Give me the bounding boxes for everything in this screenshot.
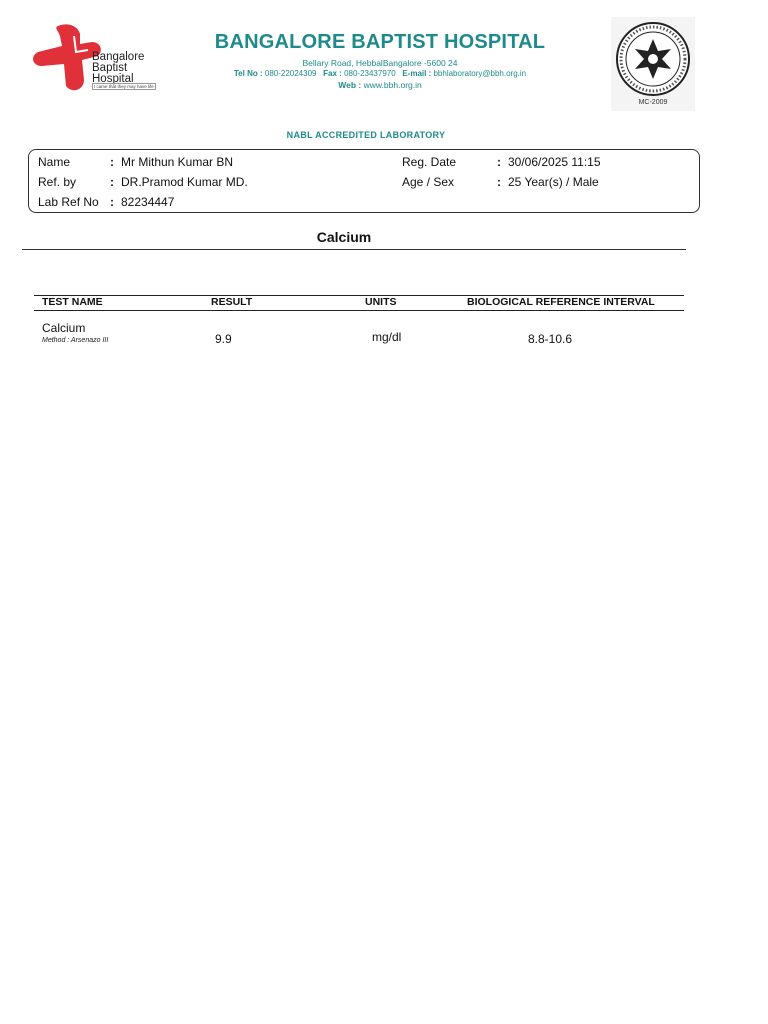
- logo-tagline: I came that they may have life: [94, 84, 154, 89]
- agesex-value: 25 Year(s) / Male: [508, 175, 599, 189]
- logo-text: Bangalore Baptist Hospital: [92, 51, 145, 85]
- web-label: Web :: [338, 80, 362, 90]
- hospital-web: [170, 80, 590, 90]
- regdate-label: Reg. Date: [402, 155, 457, 169]
- hospital-title: BANGALORE BAPTIST HOSPITAL: [214, 31, 546, 53]
- test-name: Calcium: [42, 321, 86, 335]
- units-value: mg/dl: [372, 330, 402, 344]
- name-label: Name: [38, 155, 71, 169]
- hospital-address: Bellary Road, HebbalBangalore -5600 24: [302, 58, 458, 68]
- regdate-value: 30/06/2025 11:15: [508, 155, 601, 169]
- colon: :: [497, 175, 501, 189]
- email-label: E-mail :: [402, 69, 432, 78]
- result-value: 9.9: [215, 332, 232, 346]
- th-units: UNITS: [365, 296, 397, 308]
- web-value: www.bbh.org.in: [363, 80, 422, 90]
- refby-label: Ref. by: [38, 175, 77, 189]
- th-reference: BIOLOGICAL REFERENCE INTERVAL: [467, 296, 655, 308]
- patient-name: Mr Mithun Kumar BN: [121, 155, 234, 169]
- accreditation-seal: [611, 17, 695, 111]
- labref-label: Lab Ref No: [38, 195, 99, 209]
- email-value: bbhlaboratory@bbh.org.in: [433, 69, 527, 78]
- red-cross-icon: [33, 24, 101, 90]
- reference-value: 8.8-10.6: [528, 332, 573, 346]
- divider: [22, 249, 686, 250]
- th-result: RESULT: [211, 296, 253, 308]
- seal-code: MC-2009: [638, 99, 668, 106]
- tel-label: Tel No :: [233, 69, 263, 78]
- colon: :: [497, 155, 501, 169]
- refby-value: DR.Pramod Kumar MD.: [121, 175, 248, 189]
- fax-value: 080-23437970: [344, 69, 396, 78]
- labref-value: 82234447: [121, 195, 175, 209]
- hospital-contact: [160, 69, 600, 78]
- colon: :: [110, 155, 114, 169]
- agesex-label: Age / Sex: [402, 175, 455, 189]
- section-title: Calcium: [316, 229, 372, 245]
- tel-value: 080-22024309: [264, 69, 317, 78]
- test-method: Method : Arsenazo III: [42, 337, 109, 344]
- fax-label: Fax :: [323, 69, 342, 78]
- table-row: [42, 321, 108, 344]
- colon: :: [110, 195, 114, 209]
- nabl-heading: NABL ACCREDITED LABORATORY: [286, 130, 446, 140]
- th-test-name: TEST NAME: [42, 296, 103, 308]
- colon: :: [110, 175, 114, 189]
